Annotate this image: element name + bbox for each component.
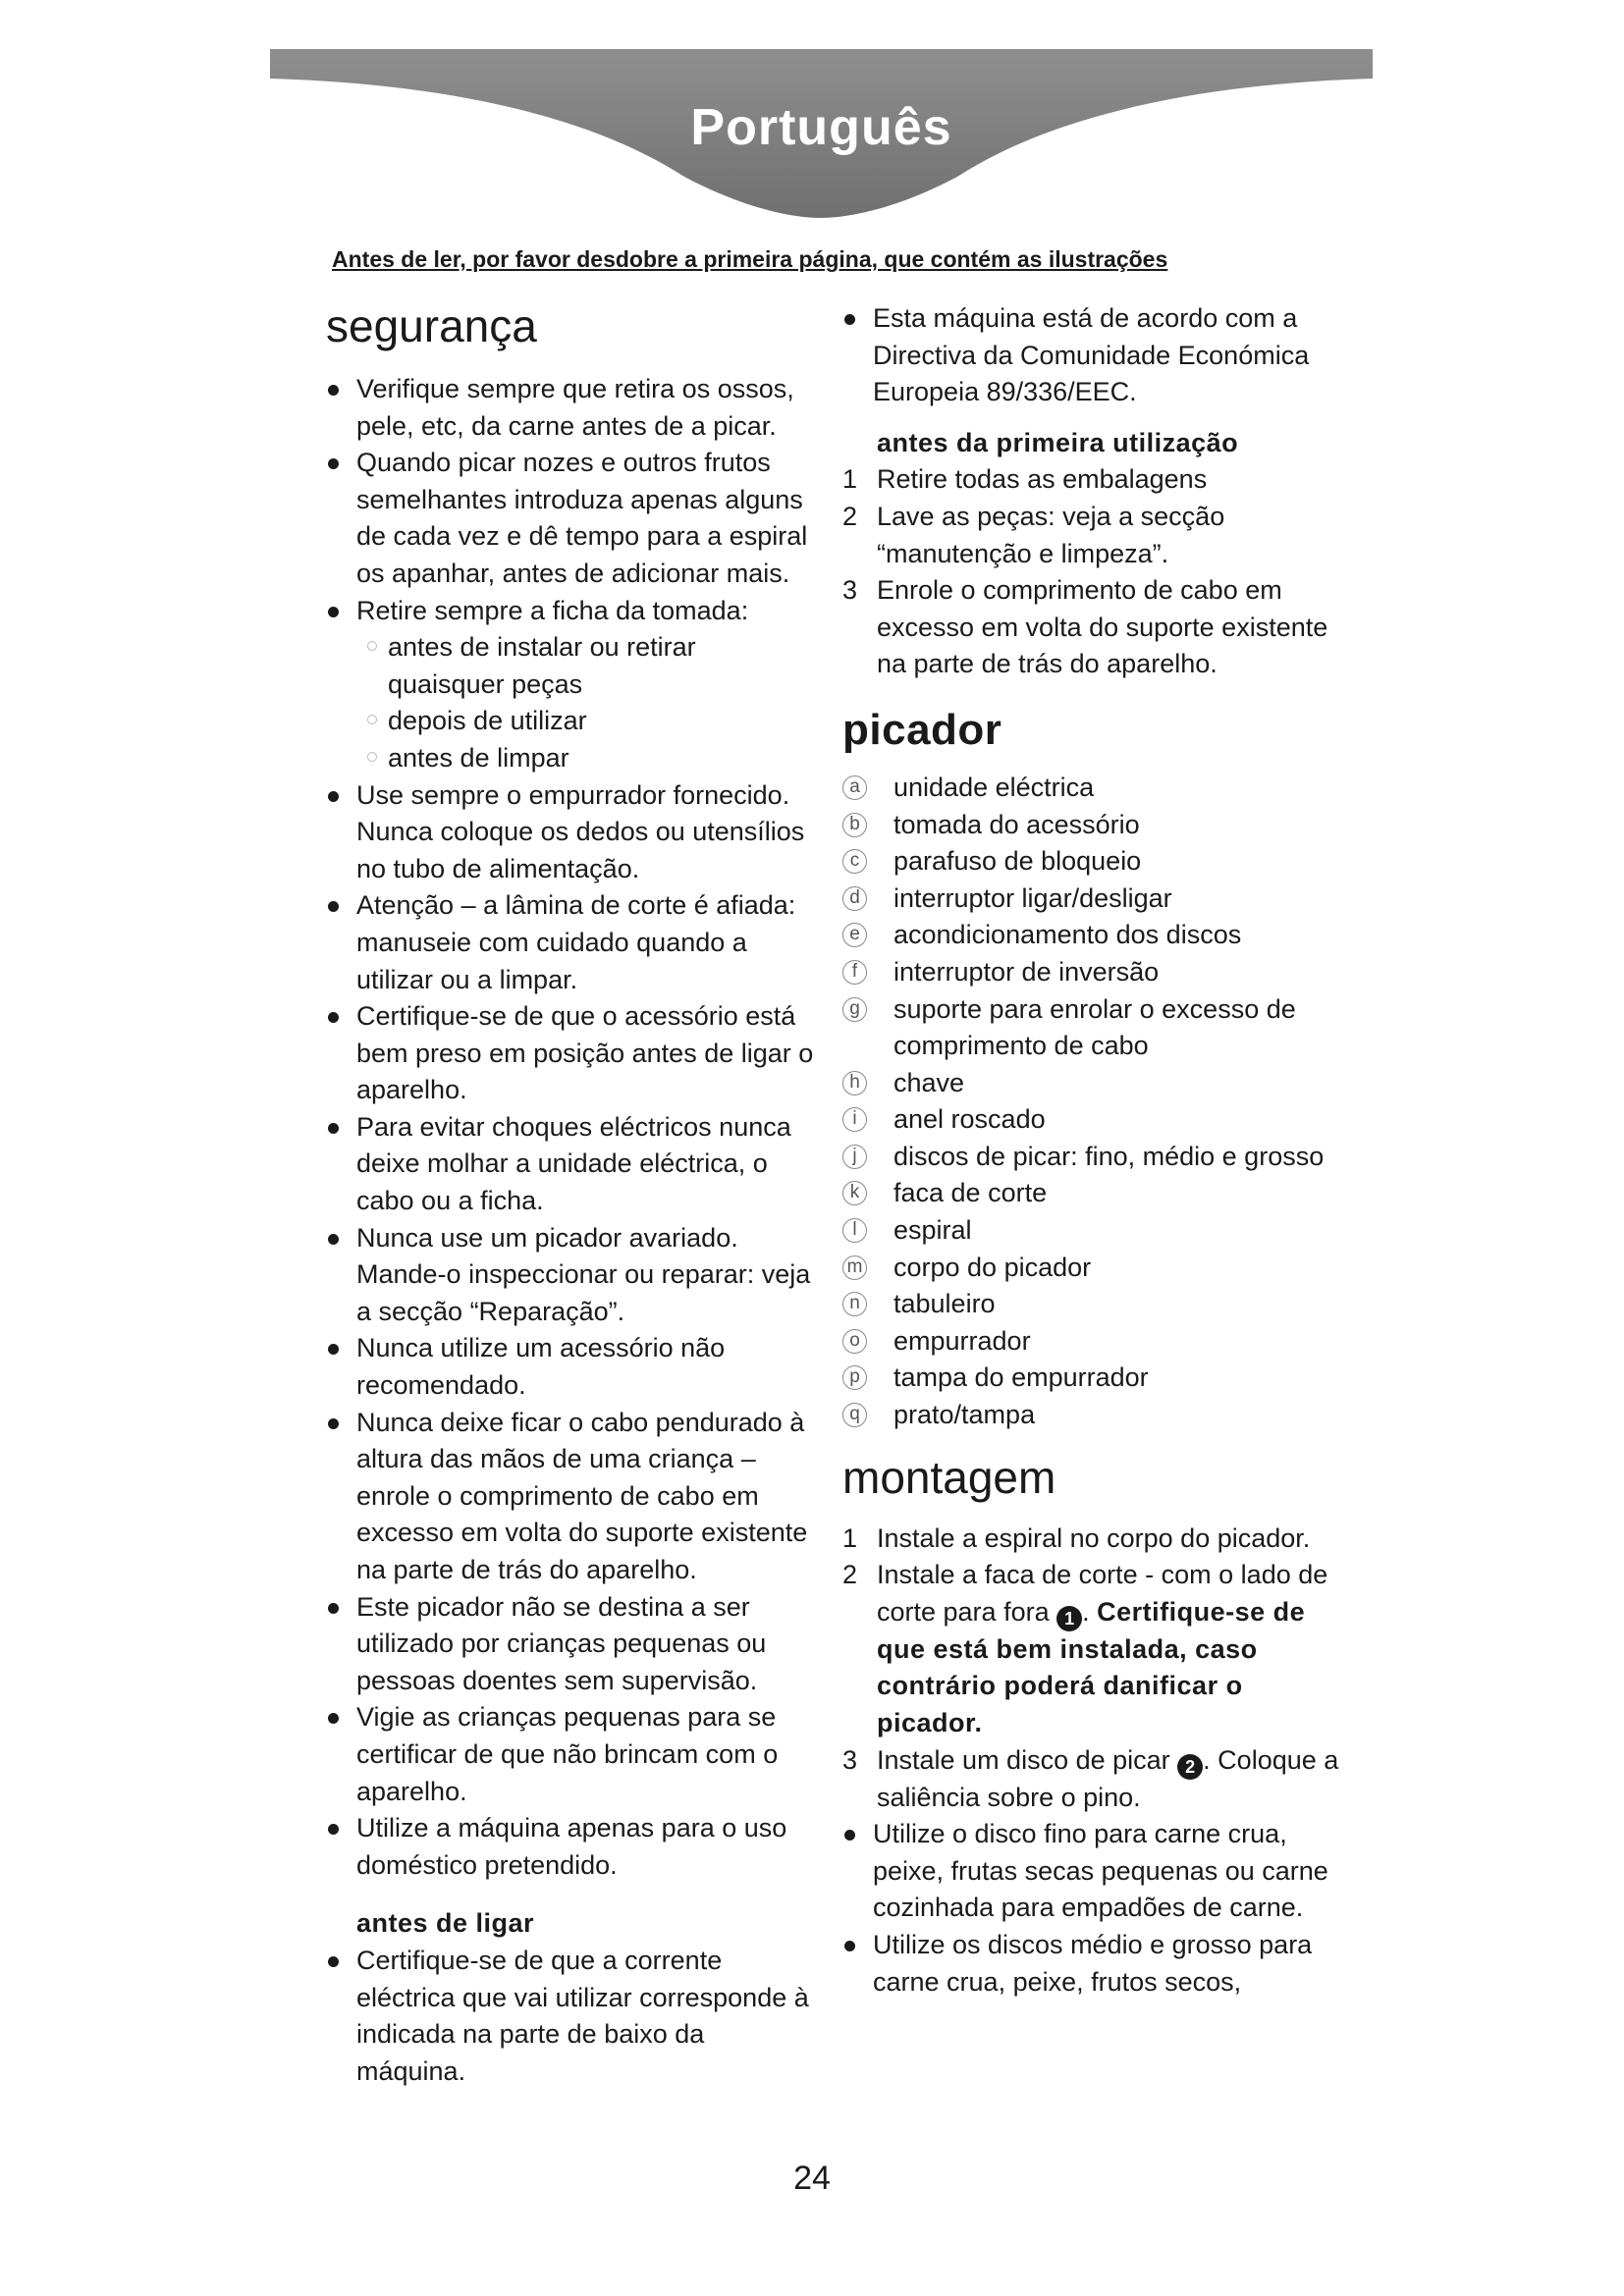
assembly-steps bbox=[842, 1521, 1343, 1817]
part-letter-icon: i bbox=[842, 1107, 867, 1132]
part-letter-icon: n bbox=[842, 1292, 867, 1316]
figure-2-badge-icon: 2 bbox=[1177, 1754, 1203, 1780]
part-letter-icon: e bbox=[842, 923, 867, 947]
mincer-part: a unidade eléctrica bbox=[842, 770, 1343, 807]
assembly-step: 3 Instale um disco de picar 2 . Coloque a saliência sobre o pino. bbox=[842, 1744, 1339, 1812]
unplug-subitem: antes de limpar bbox=[326, 740, 817, 777]
safety-item: Utilize a máquina apenas para o uso doméstico pretendido. bbox=[326, 1810, 817, 1884]
safety-item: Quando picar nozes e outros frutos semelhantes introduza apenas alguns de cada vez e dê tempo para a espiral os apanhar, antes de adicionar mais. bbox=[326, 445, 817, 592]
first-use-step: 2 Lave as peças: veja a secção “manutenção e limpeza”. bbox=[842, 501, 1225, 568]
part-letter-icon: b bbox=[842, 813, 867, 837]
page-number: 24 bbox=[793, 2160, 831, 2197]
mincer-heading: picador bbox=[842, 705, 1002, 754]
mincer-part: o empurrador bbox=[842, 1323, 1343, 1361]
right-column bbox=[842, 300, 1343, 2001]
part-letter-icon: c bbox=[842, 849, 867, 874]
part-letter-icon: l bbox=[842, 1218, 867, 1243]
safety-item: Para evitar choques eléctricos nunca deixe molhar a unidade eléctrica, o cabo ou a ficha. bbox=[326, 1109, 817, 1220]
safety-item: Este picador não se destina a ser utilizado por crianças pequenas ou pessoas doentes sem supervisão. bbox=[326, 1589, 817, 1700]
mincer-part: e acondicionamento dos discos bbox=[842, 917, 1343, 954]
part-letter-icon: o bbox=[842, 1329, 867, 1354]
mincer-part: c parafuso de bloqueio bbox=[842, 843, 1343, 881]
part-letter-icon: d bbox=[842, 886, 867, 911]
circle-marker-icon bbox=[367, 752, 377, 762]
before-switching-on-item: Certifique-se de que a corrente eléctrica que vai utilizar corresponde à indicada na parte de baixo da máquina. bbox=[326, 1943, 817, 2090]
assembly-bullet: Utilize o disco fino para carne crua, peixe, frutas secas pequenas ou carne cozinhada para empadões de carne. bbox=[842, 1816, 1343, 1927]
language-banner bbox=[270, 49, 1373, 221]
unplug-subitem: depois de utilizar bbox=[326, 703, 817, 740]
safety-item: Retire sempre a ficha da tomada: bbox=[326, 593, 817, 630]
mincer-part: f interruptor de inversão bbox=[842, 954, 1343, 991]
part-letter-icon: g bbox=[842, 997, 867, 1022]
assembly-bullet: Utilize os discos médio e grosso para carne crua, peixe, frutos secos, bbox=[842, 1927, 1343, 2001]
part-letter-icon: p bbox=[842, 1365, 867, 1390]
part-letter-icon: k bbox=[842, 1181, 867, 1205]
directive-item: Esta máquina está de acordo com a Directiva da Comunidade Económica Europeia 89/336/EEC. bbox=[842, 300, 1343, 411]
safety-heading: segurança bbox=[326, 300, 537, 351]
assembly-bullets bbox=[842, 1816, 1343, 2001]
mincer-part: i anel roscado bbox=[842, 1101, 1343, 1139]
unplug-subitem: antes de instalar ou retirar quaisquer peças bbox=[326, 629, 817, 703]
part-letter-icon: a bbox=[842, 775, 867, 800]
circle-marker-icon bbox=[367, 641, 377, 651]
part-letter-icon: h bbox=[842, 1071, 867, 1095]
circle-marker-icon bbox=[367, 715, 377, 724]
figure-1-badge-icon: 1 bbox=[1056, 1606, 1082, 1631]
safety-item: Certifique-se de que o acessório está bem preso em posição antes de ligar o aparelho. bbox=[326, 998, 817, 1109]
mincer-part: m corpo do picador bbox=[842, 1250, 1343, 1287]
mincer-part: p tampa do empurrador bbox=[842, 1360, 1343, 1397]
directive-list bbox=[842, 300, 1343, 411]
mincer-part: j discos de picar: fino, médio e grosso bbox=[842, 1139, 1343, 1176]
part-letter-icon: m bbox=[842, 1255, 867, 1280]
unfold-notice: Antes de ler, por favor desdobre a primeira página, que contém as ilustrações bbox=[332, 246, 1168, 272]
assembly-warning: Certifique-se de que está bem instalada, caso contrário poderá danificar o picador. bbox=[877, 1596, 1306, 1737]
assembly-heading: montagem bbox=[842, 1451, 1056, 1503]
mincer-part: h chave bbox=[842, 1065, 1343, 1102]
part-letter-icon: f bbox=[842, 960, 867, 985]
mincer-part: k faca de corte bbox=[842, 1175, 1343, 1212]
left-column bbox=[326, 294, 817, 2090]
before-first-use-steps bbox=[842, 461, 1343, 683]
before-first-use-heading: antes da primeira utilização bbox=[877, 427, 1239, 457]
mincer-part: l espiral bbox=[842, 1212, 1343, 1250]
assembly-step: 1 Instale a espiral no corpo do picador. bbox=[842, 1522, 1311, 1553]
safety-item: Atenção – a lâmina de corte é afiada: manuseie com cuidado quando a utilizar ou a limpar. bbox=[326, 887, 817, 998]
part-letter-icon: j bbox=[842, 1145, 867, 1169]
first-use-step: 1 Retire todas as embalagens bbox=[842, 464, 1208, 495]
safety-item: Verifique sempre que retira os ossos, pele, etc, da carne antes de a picar. bbox=[326, 371, 817, 445]
mincer-part: g suporte para enrolar o excesso de comprimento de cabo bbox=[842, 991, 1343, 1065]
safety-item: Nunca deixe ficar o cabo pendurado à altura das mãos de uma criança – enrole o comprimento de cabo em excesso em volta do suporte existente na parte de trás do aparelho. bbox=[326, 1405, 817, 1589]
safety-list bbox=[326, 371, 817, 1884]
mincer-part: d interruptor ligar/desligar bbox=[842, 881, 1343, 918]
mincer-part: b tomada do acessório bbox=[842, 807, 1343, 844]
safety-item: Nunca utilize um acessório não recomendado. bbox=[326, 1330, 817, 1404]
before-switching-on-heading: antes de ligar bbox=[356, 1908, 535, 1939]
before-switching-on-list bbox=[326, 1943, 817, 2090]
mincer-parts-list bbox=[842, 770, 1343, 1434]
safety-item: Nunca use um picador avariado. Mande-o inspeccionar ou reparar: veja a secção “Reparação”. bbox=[326, 1220, 817, 1331]
safety-item: Vigie as crianças pequenas para se certificar de que não brincam com o aparelho. bbox=[326, 1699, 817, 1810]
part-letter-icon: q bbox=[842, 1403, 867, 1427]
safety-item: Use sempre o empurrador fornecido. Nunca coloque os dedos ou utensílios no tubo de alimentação. bbox=[326, 777, 817, 888]
mincer-part: n tabuleiro bbox=[842, 1286, 1343, 1323]
assembly-step: 2 Instale a faca de corte - com o lado de corte para fora 1 . Certifique-se de que está bem instalada, caso contrário poderá danificar o picador. bbox=[842, 1560, 1328, 1737]
language-title: Português bbox=[690, 99, 952, 156]
mincer-part: q prato/tampa bbox=[842, 1397, 1343, 1434]
first-use-step: 3 Enrole o comprimento de cabo em excesso em volta do suporte existente na parte de trás do aparelho. bbox=[842, 575, 1328, 679]
